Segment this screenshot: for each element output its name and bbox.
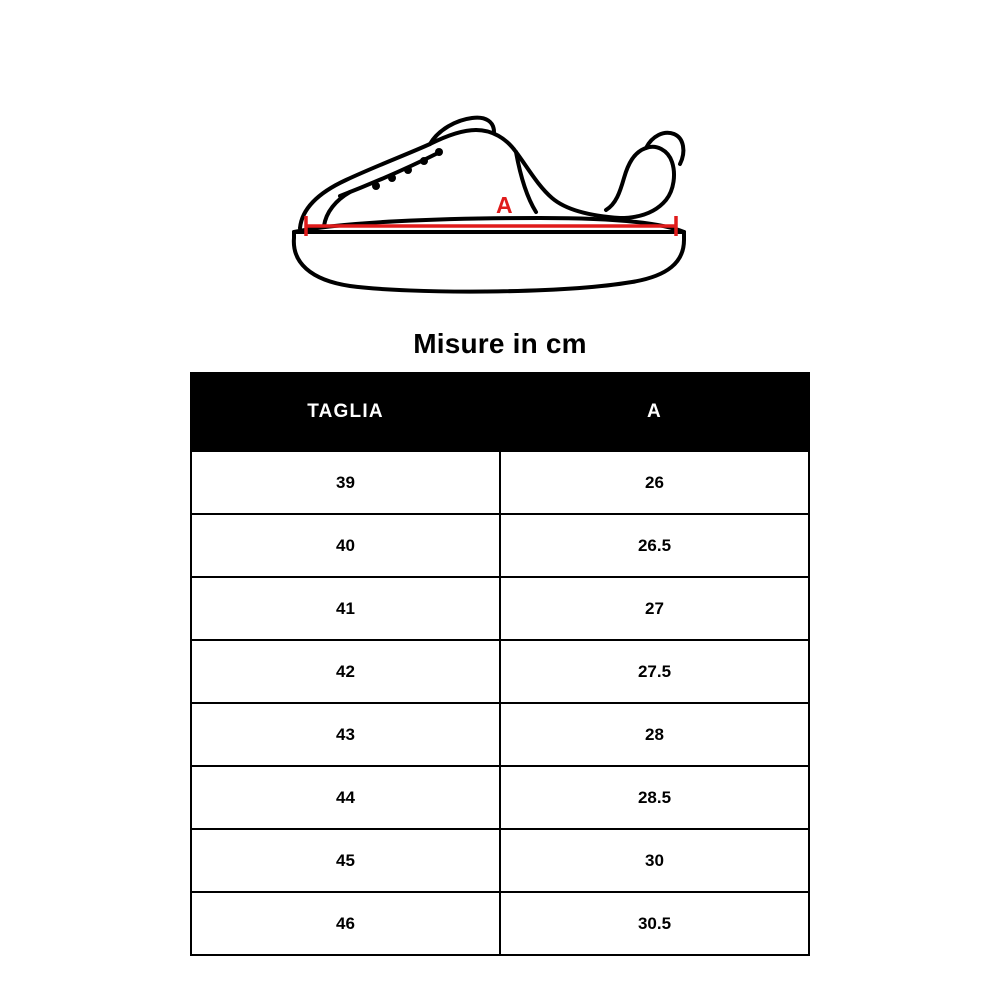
table-row	[191, 514, 809, 577]
cell-size: 41	[191, 577, 500, 640]
cell-size: 39	[191, 451, 500, 514]
sneaker-diagram	[280, 100, 720, 310]
cell-measure-a: 27.5	[500, 640, 809, 703]
cell-measure-a: 30	[500, 829, 809, 892]
measure-label-a: A	[496, 192, 514, 218]
cell-size: 43	[191, 703, 500, 766]
cell-measure-a: 28	[500, 703, 809, 766]
cell-measure-a: 27	[500, 577, 809, 640]
cell-size: 44	[191, 766, 500, 829]
table-row	[191, 451, 809, 514]
table-row	[191, 892, 809, 955]
column-header-taglia: TAGLIA	[191, 373, 500, 451]
cell-size: 45	[191, 829, 500, 892]
table-row	[191, 577, 809, 640]
page-title: Misure in cm	[413, 328, 587, 359]
table-row	[191, 703, 809, 766]
table-row	[191, 829, 809, 892]
cell-size: 42	[191, 640, 500, 703]
cell-measure-a: 26.5	[500, 514, 809, 577]
table-row	[191, 640, 809, 703]
cell-measure-a: 30.5	[500, 892, 809, 955]
size-table	[190, 372, 810, 956]
cell-measure-a: 28.5	[500, 766, 809, 829]
cell-size: 40	[191, 514, 500, 577]
cell-size: 46	[191, 892, 500, 955]
table-header-row	[191, 373, 809, 451]
table-row	[191, 766, 809, 829]
column-header-a: A	[500, 373, 809, 451]
cell-measure-a: 26	[500, 451, 809, 514]
